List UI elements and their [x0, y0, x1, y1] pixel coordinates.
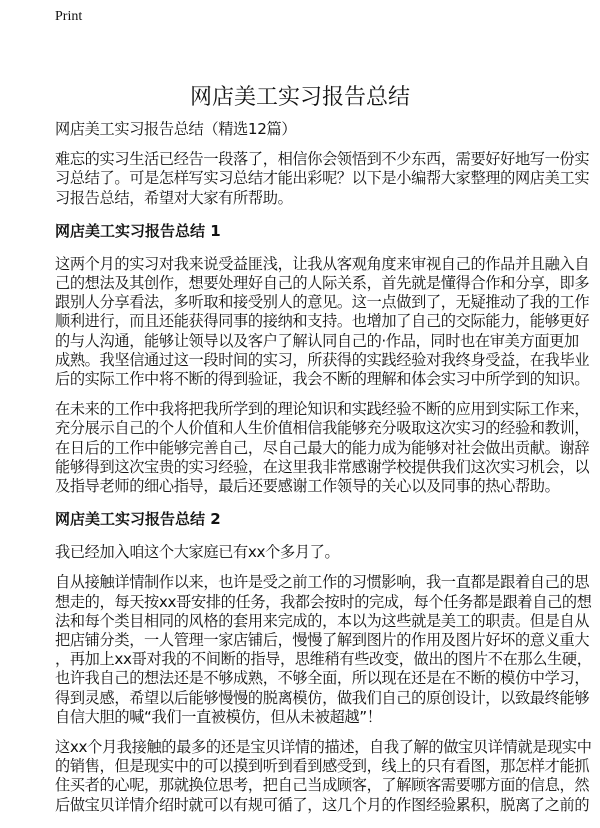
text-line: 后做宝贝详情介绍时就可以有规可循了，这几个月的作图经验累积，脱离了之前的 [55, 795, 590, 814]
text-line: 习总结了。可是怎样写实习总结才能出彩呢？以下是小编帮大家整理的网店美工实 [55, 169, 590, 188]
text-line: 住买者的心呢，那就换位思考，把自己当成顾客，了解顾客需要哪方面的信息，然 [55, 776, 590, 795]
text-line: 自信大胆的喊“我们一直被模仿，但从未被超越”！ [55, 707, 382, 726]
text-line: 的销售，但是现实中的可以摸到听到看到感受到，线上的只有看图，那怎样才能抓 [55, 757, 590, 776]
text-line: 难忘的实习生活已经告一段落了，相信你会领悟到不少东西，需要好好地写一份实 [55, 150, 590, 169]
text-line: 自从接触详情制作以来，也许是受之前工作的习惯影响，我一直都是跟着自己的思 [55, 573, 590, 592]
text-line: 在未来的工作中我将把我所学到的理论知识和实践经验不断的应用到实际工作来， [55, 400, 590, 419]
text-line: 后的实际工作中将不断的得到验证，我会不断的理解和体会实习中所学到的知识。 [55, 370, 590, 389]
text-line: 把店铺分类，一人管理一家店铺后，慢慢了解到图片的作用及图片好坏的意义重大 [55, 631, 590, 650]
text-line: 这xx个月我接触的最多的还是宝贝详情的描述，自我了解的做宝贝详情就是现实中 [55, 738, 592, 757]
text-line: 法和每个类目相同的风格的套用来完成的，本以为这些就是美工的职责。但是自从 [55, 611, 590, 630]
text-line: 能够得到这次宝贵的实习经验，在这里我非常感谢学校提供我们这次实习机会，以 [55, 457, 590, 476]
text-line: 顺利进行，而且还能获得同事的接纳和支持。也增加了自己的交际能力，能够更好 [55, 312, 590, 331]
text-line: 己的想法及其创作，想要处理好自己的人际关系，首先就是懂得合作和分享，即多 [55, 274, 590, 293]
text-line: ，再加上xx哥对我的不间断的指导，思维稍有些改变，做出的图片不在那么生硬， [55, 650, 592, 669]
paragraph [55, 254, 590, 389]
section-heading-2: 网店美工实习报告总结 2 [55, 510, 221, 529]
intro-paragraph [55, 150, 590, 208]
text-line: 的与人沟通，能够让领导以及客户了解认同自己的·作品，同时也在审美方面更加 [55, 331, 579, 350]
text-line: 成熟。我坚信通过这一段时间的实习，所获得的实践经验对我终身受益，在我毕业 [55, 350, 590, 369]
text-line: 在日后的工作中能够完善自己，尽自己最大的能力成为能够对社会做出贡献。谢辞 [55, 438, 590, 457]
paragraph [55, 400, 590, 496]
section-heading-1: 网店美工实习报告总结 1 [55, 221, 221, 240]
text-line: 我已经加入咱这个大家庭已有xx个多月了。 [55, 543, 340, 562]
text-line: 及指导老师的细心指导，最后还要感谢工作领导的关心以及同事的热心帮助。 [55, 477, 560, 496]
page-title: 网店美工实习报告总结 [189, 85, 410, 110]
text-line: 充分展示自己的个人价值和人生价值相信我能够充分吸取这次实习的经验和教训， [55, 419, 590, 438]
document-body [55, 120, 592, 826]
text-line: 想走的，每天按xx哥安排的任务，我都会按时的完成，每个任务都是跟着自己的想 [55, 592, 592, 611]
text-line: 习报告总结，希望对大家有所帮助。 [55, 188, 293, 207]
print-link[interactable]: Print [55, 9, 83, 24]
text-line: 跟别人分享看法，多听取和接受别人的意见。这一点做到了，无疑推动了我的工作 [55, 293, 590, 312]
subtitle: 网店美工实习报告总结（精选12篇） [55, 120, 297, 138]
paragraph [55, 543, 555, 562]
text-line: 得到灵感，希望以后能够慢慢的脱离模仿，做我们自己的原创设计，以致最终能够 [55, 688, 590, 707]
text-line: 也许我自己的想法还是不够成熟，不够全面，所以现在还是在不断的模仿中学习， [55, 669, 590, 688]
paragraph [55, 738, 592, 815]
paragraph [55, 573, 592, 727]
text-line: 这两个月的实习对我来说受益匪浅，让我从客观角度来审视自己的作品并且融入自 [55, 254, 590, 273]
